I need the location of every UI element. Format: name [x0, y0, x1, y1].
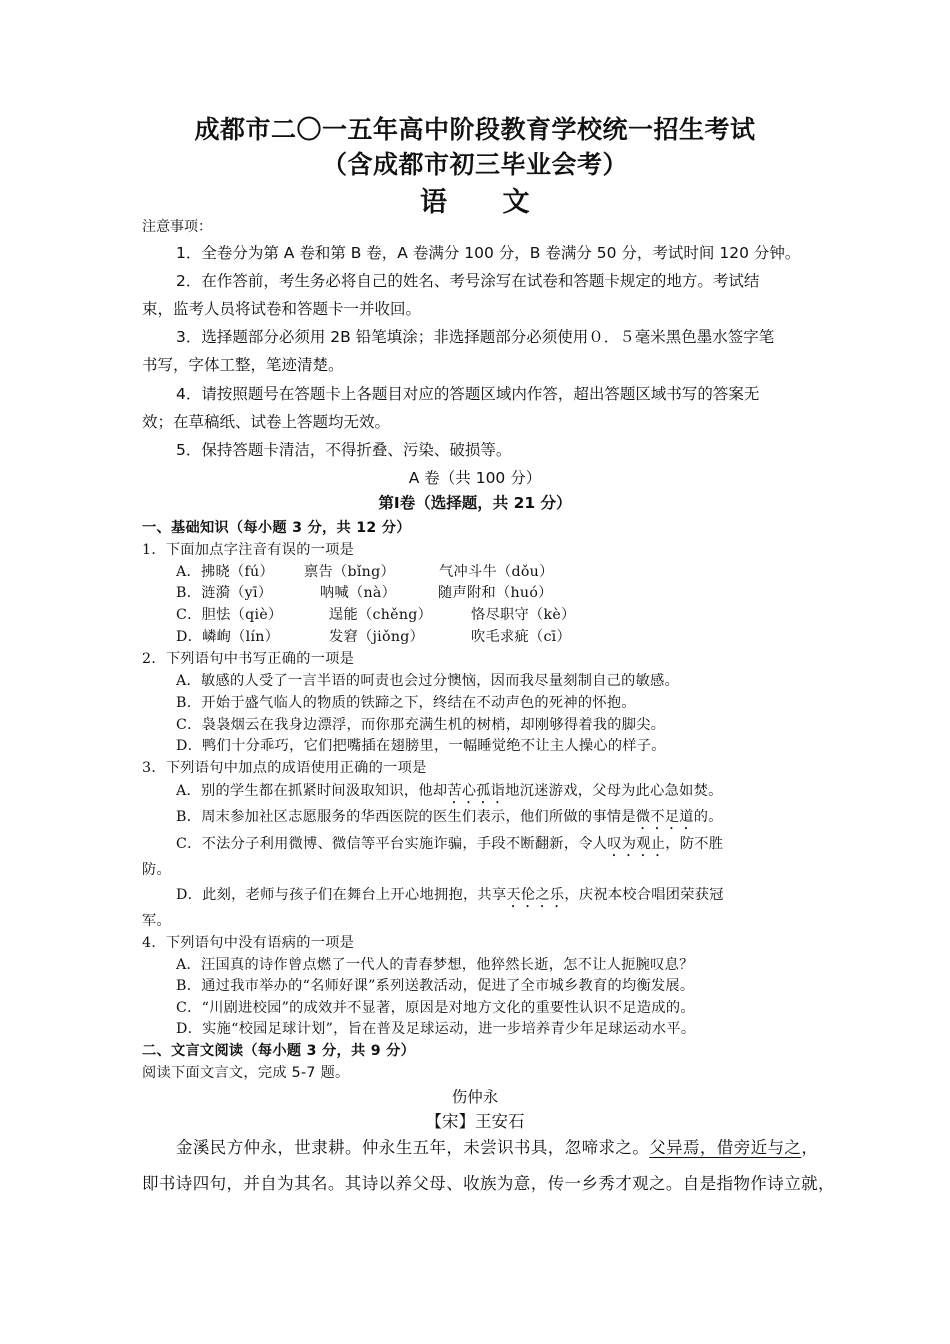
passage-author: 【宋】王安石	[425, 1112, 525, 1131]
subject-title: 语 文	[420, 187, 530, 218]
q3-option-d	[176, 884, 724, 911]
q1-a-item2: 禀告（bǐng）	[304, 564, 395, 580]
q1-option-a	[176, 561, 554, 581]
section1-heading: 一、基础知识（每小题 3 分，共 12 分）	[142, 520, 411, 536]
notice-line-7: 效；在草稿纸、试卷上答题均无效。	[142, 413, 391, 431]
q3-d-pre: D．此刻，老师与孩子们在舞台上开心地拥抱，共享	[176, 887, 507, 903]
q1-b-item1: B．涟漪（yī）	[176, 585, 273, 601]
exam-title: 成都市二〇一五年高中阶段教育学校统一招生考试	[194, 115, 756, 144]
passage-line-2: 即书诗四句，并自为其名。其诗以养父母、收族为意，传一乡秀才观之。自是指物作诗立就，	[142, 1174, 835, 1193]
q3-c-idiom: 叹为观止	[607, 836, 666, 852]
q1-option-d	[176, 626, 571, 646]
section2-heading: 二、文言文阅读（每小题 3 分，共 9 分）	[142, 1043, 416, 1059]
q4-stem: 4．下列语句中没有语病的一项是	[142, 935, 355, 951]
part1-title: 第Ⅰ卷（选择题，共 21 分）	[378, 494, 572, 512]
q4-option-b: B．通过我市举办的“名师好课”系列送教活动，促进了全市城乡教育的均衡发展。	[176, 978, 695, 994]
q3-option-d-cont: 军。	[142, 913, 171, 929]
q3-b-idiom: 微不足道	[635, 809, 694, 825]
q3-b-pre: B．周末参加社区志愿服务的华西医院的医生们表示，他们所做的事情是	[176, 809, 636, 825]
q2-option-d: D．鸭们十分乖巧，它们把嘴插在翅膀里，一幅睡觉绝不让主人操心的样子。	[176, 738, 666, 754]
q1-b-item3: 随声附和（huó）	[438, 585, 553, 601]
q1-c-item3: 恪尽职守（kè）	[471, 607, 576, 623]
q3-option-a	[176, 780, 723, 807]
q3-a-pre: A．别的学生都在抓紧时间汲取知识，他却	[176, 783, 448, 799]
q3-d-idiom: 天伦之乐	[506, 887, 565, 903]
passage-line-1-post: ，	[801, 1138, 819, 1157]
q2-stem: 2．下列语句中书写正确的一项是	[142, 651, 355, 667]
notice-heading: 注意事项：	[142, 219, 212, 235]
section2-intro: 阅读下面文言文，完成 5-7 题。	[142, 1065, 350, 1081]
q1-d-item3: 吹毛求疵（cī）	[471, 629, 572, 645]
q3-d-post: ，庆祝本校合唱团荣获冠	[564, 887, 724, 903]
q2-option-c: C．袅袅烟云在我身边漂浮，而你那充满生机的树梢，却刚够得着我的脚尖。	[176, 717, 666, 733]
q3-a-idiom: 苦心孤诣	[447, 783, 506, 799]
notice-line-3: 束，监考人员将试卷和答题卡一并收回。	[142, 300, 422, 318]
q3-option-b	[176, 806, 723, 833]
q1-c-item1: C．胆怯（qiè）	[176, 607, 283, 623]
q1-c-item2: 逞能（chěng）	[329, 607, 433, 623]
notice-line-4: 3．选择题部分必须用 2B 铅笔填涂；非选择题部分必须使用０．５毫米黑色墨水签字笔	[176, 328, 775, 346]
notice-line-5: 书写，字体工整，笔迹清楚。	[142, 356, 344, 374]
q3-option-c-cont: 防。	[142, 862, 171, 878]
q1-option-c	[176, 604, 576, 624]
q3-a-post: 地沉迷游戏，父母为此心急如焚。	[505, 783, 723, 799]
passage-line-1-pre: 金溪民方仲永，世隶耕。仲永生五年，未尝识书具，忽啼求之。	[176, 1138, 650, 1157]
q3-stem: 3．下列语句中加点的成语使用正确的一项是	[142, 760, 427, 776]
q3-c-post: ，防不胜	[665, 836, 724, 852]
notice-line-2: 2．在作答前，考生务必将自己的姓名、考号涂写在试卷和答题卡规定的地方。考试结	[176, 272, 760, 290]
q2-option-a: A．敏感的人受了一言半语的呵责也会过分懊恼，因而我尽量刻制自己的敏感。	[176, 673, 680, 689]
passage-underlined-sentence: 父异焉，借旁近与之	[649, 1138, 802, 1157]
q2-option-b: B．开始于盛气临人的物质的铁蹄之下，终结在不动声色的死神的怀抱。	[176, 695, 636, 711]
q1-d-item2: 发窘（jiǒng）	[329, 629, 425, 645]
q3-option-c	[176, 833, 723, 860]
q1-stem: 1．下面加点字注音有误的一项是	[142, 542, 355, 558]
q1-b-item2: 呐喊（nà）	[320, 585, 397, 601]
q1-a-item3: 气冲斗牛（dǒu）	[439, 564, 554, 580]
q3-b-post: 的。	[693, 809, 723, 825]
q1-d-item1: D．嶙峋（lín）	[176, 629, 280, 645]
notice-line-8: 5．保持答题卡清洁，不得折叠、污染、破损等。	[176, 441, 512, 459]
passage-title: 伤仲永	[451, 1088, 499, 1106]
q1-option-b	[176, 582, 553, 602]
q3-c-pre: C．不法分子利用微博、微信等平台实施诈骗，手段不断翻新，令人	[176, 836, 608, 852]
q1-a-item1: A．拂晓（fú）	[176, 564, 274, 580]
q4-option-a: A．汪国真的诗作曾点燃了一代人的青春梦想，他猝然长逝，怎不让人扼腕叹息？	[176, 957, 694, 973]
notice-line-1: 1．全卷分为第 A 卷和第 B 卷，A 卷满分 100 分，B 卷满分 50 分，考试时间 120 分钟。	[176, 244, 801, 262]
notice-line-6: 4．请按照题号在答题卡上各题目对应的答题区域内作答，超出答题区域书写的答案无	[176, 385, 760, 403]
volume-a-title: A 卷（共 100 分）	[408, 469, 542, 487]
passage-line-1	[176, 1134, 818, 1158]
exam-subtitle: （含成都市初三毕业会考）	[321, 150, 628, 179]
q4-option-c: C．“川剧进校园”的成效并不显著，原因是对地方文化的重要性认识不足造成的。	[176, 1000, 695, 1016]
q4-option-d: D．实施“校园足球计划”，旨在普及足球运动，进一步培养青少年足球运动水平。	[176, 1021, 696, 1037]
